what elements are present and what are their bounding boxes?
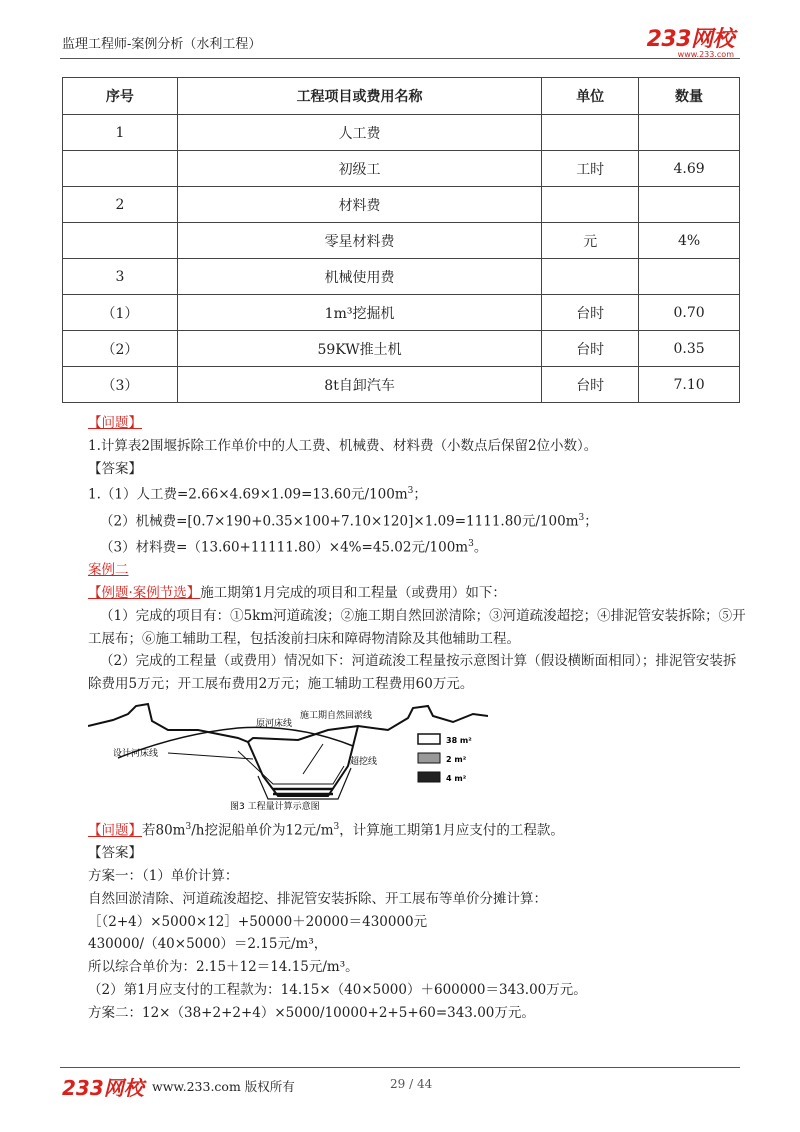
table-cell: 初级工 [177,151,541,187]
answer-line: （2）机械费=[0.7×190+0.35×100+7.10×120]×1.09=1111.80元$/100m^3$； [100,512,598,530]
paragraph: （1）完成的项目有：①5km河道疏浚；②施工期自然回淤清除；③河道疏浚超挖；④排泥管安装拆除；⑤开工展布；⑥施工辅助工程，包括浚前扫床和障碍物清除及其他辅助工程。 [88,607,746,647]
table-cell: 零星材料费 [177,223,541,259]
table-cell: 台时 [542,331,639,367]
example-intro: 【例题·案例节选】施工期第1月完成的项目和工程量（或费用）如下： [88,585,506,602]
second-content [88,816,748,1025]
question-tag: 【问题】 [88,822,142,839]
brand-logo [647,22,734,59]
engineering-diagram [88,696,488,811]
footer-logo: 233网校 [62,1076,144,1100]
table-row [63,187,740,223]
table-row [63,151,740,187]
table-cell: 机械使用费 [177,259,541,295]
solution-line: 所以综合单价为：2.15＋12＝14.15元/m³。 [88,959,359,976]
solution-line: （2）第1月应支付的工程款为：14.15×（40×5000）＋600000＝343.00万元。 [88,982,587,999]
table-cell: 人工费 [177,115,541,151]
question2-line: 【问题】若$80m^3/h$挖泥船单价为12元$/m^3$，计算施工期第1月应支付的工程款。 [88,822,564,839]
answer-tag: 【答案】 [88,460,142,477]
solution-line: 方案二：12×（38+2+2+4）×5000/10000+2+5+60=343.00万元。 [88,1004,535,1021]
table-cell [542,187,639,223]
table-row [63,331,740,367]
answer-line: （3）材料费=（13.60+11111.80）×4%=45.02元$/100m^3$。 [100,538,488,556]
table-cell: 0.35 [639,331,740,367]
legend-label: 38 m² [446,736,472,745]
table-cell: 台时 [542,367,639,403]
table-row [63,295,740,331]
header-cell: 单位 [542,78,639,115]
solution-line: 430000/（40×5000）＝2.15元/m³， [88,936,328,953]
table-cell: 59KW推土机 [177,331,541,367]
legend-swatch-4 [418,772,440,782]
paragraph: （2）完成的工程量（或费用）情况如下：河道疏浚工程量按示意图计算（假设横断面相同）；排泥管安装拆除费用5万元；开工展布费用2万元；施工辅助工程费用60万元。 [88,653,737,693]
logo-sub-text: www.233.com [677,50,734,59]
legend-label: 2 m² [446,755,467,764]
table-cell: 工时 [542,151,639,187]
table-cell [639,115,740,151]
table-cell: 3 [63,259,178,295]
header-title: 监理工程师-案例分析（水利工程） [62,37,262,52]
figure-caption: 图3 工程量计算示意图 [230,802,320,811]
table-cell [542,115,639,151]
legend-label: 4 m² [446,774,467,783]
legend-swatch-38 [418,734,440,744]
table-cell: （2） [63,331,178,367]
header-cell: 数量 [639,78,740,115]
table-row [63,367,740,403]
label-original-riverbed: 原河床线 [256,719,293,729]
table-header-row [63,78,740,115]
table-cell [63,223,178,259]
table-cell: 4.69 [639,151,740,187]
table-cell: 0.70 [639,295,740,331]
table-cell [639,187,740,223]
table-cell: （3） [63,367,178,403]
label-natural-silt: 施工期自然回淤线 [300,711,373,721]
header-cell: 工程项目或费用名称 [177,78,541,115]
label-over-excavation: 超挖线 [350,757,378,767]
question-tag: 【问题】 [88,415,142,431]
table-cell: 台时 [542,295,639,331]
question-text: 1.计算表2围堰拆除工作单价中的人工费、机械费、材料费（小数点后保留2位小数）。 [88,437,598,454]
table-row [63,115,740,151]
table-cell: 元 [542,223,639,259]
table-cell [542,259,639,295]
header-divider [60,58,740,59]
table-cell: 材料费 [177,187,541,223]
case-heading: 案例二 [88,562,129,579]
table-cell: 4% [639,223,740,259]
table-cell: 1m³挖掘机 [177,295,541,331]
table-row [63,259,740,295]
example-tag: 【例题·案例节选】 [88,585,201,602]
table-cell: 1 [63,115,178,151]
table-cell [63,151,178,187]
answer-tag: 【答案】 [88,845,142,862]
solution-line: 方案一：（1）单价计算： [88,868,239,885]
logo-main-text: 233网校 [646,27,734,52]
header-cell: 序号 [63,78,178,115]
footer-copyright: www.233.com 版权所有 [152,1079,295,1094]
legend-swatch-2 [418,753,440,763]
table-cell [639,259,740,295]
cost-table [62,77,740,403]
page-number: 29 / 44 [390,1077,433,1091]
table-cell: 2 [63,187,178,223]
table-row [63,223,740,259]
solution-line: ［（2+4）×5000×12］+50000＋20000＝430000元 [88,913,428,930]
table-cell: （1） [63,295,178,331]
answer-line: 1.（1）人工费=2.66×4.69×1.09=13.60元$/100m^3$； [88,486,427,503]
label-design-riverbed: 设计河床线 [113,749,159,759]
table-cell: 7.10 [639,367,740,403]
main-content [88,412,748,696]
table-cell: 8t自卸汽车 [177,367,541,403]
footer-divider [60,1067,740,1068]
solution-line: 自然回淤清除、河道疏浚超挖、排泥管安装拆除、开工展布等单价分摊计算： [88,890,547,907]
